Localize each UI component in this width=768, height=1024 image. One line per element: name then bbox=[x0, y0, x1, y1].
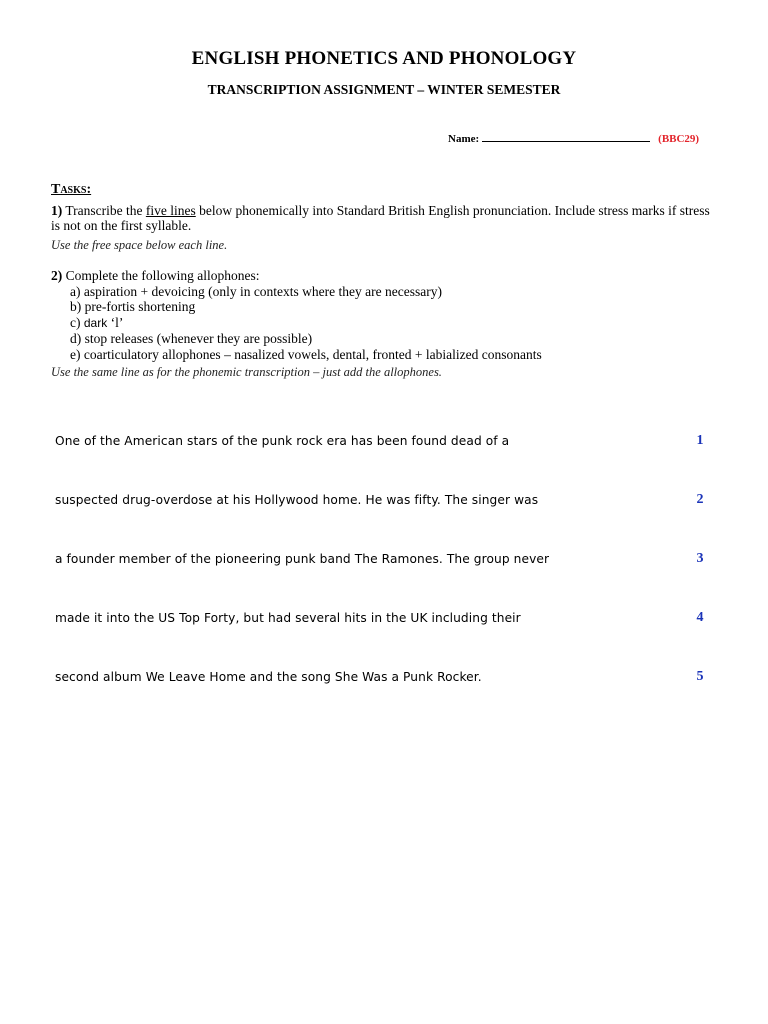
name-label: Name: bbox=[448, 133, 480, 145]
task-2-number: 2) bbox=[51, 268, 63, 283]
task-2-item-c bbox=[51, 315, 542, 332]
line-number-3: 3 bbox=[696, 551, 704, 566]
line-number-5: 5 bbox=[696, 669, 704, 684]
name-field-row bbox=[448, 131, 718, 145]
task-1-text-before: Transcribe the bbox=[62, 203, 146, 218]
line-number-1: 1 bbox=[696, 433, 704, 448]
task-2-item-c-prefix: c) bbox=[70, 314, 84, 330]
page-title: ENGLISH PHONETICS AND PHONOLOGY bbox=[191, 48, 577, 69]
task-1-text-after: below phonemically into Standard British English pronunciation. Include stress marks if stress is not on the first syllable. bbox=[51, 203, 710, 233]
page-subtitle: TRANSCRIPTION ASSIGNMENT – WINTER SEMESTER bbox=[207, 82, 561, 97]
task-2-item-e: e) coarticulatory allophones – nasalized vowels, dental, fronted + labialized consonants bbox=[70, 346, 542, 362]
task-1 bbox=[51, 203, 719, 233]
task-2-item-d: d) stop releases (whenever they are possible) bbox=[70, 331, 313, 346]
task-2 bbox=[51, 268, 542, 362]
transcription-line-5: second album We Leave Home and the song She Was a Punk Rocker. bbox=[55, 670, 482, 684]
transcription-line-3: a founder member of the pioneering punk band The Ramones. The group never bbox=[55, 552, 550, 566]
transcription-line-2: suspected drug-overdose at his Hollywood home. He was fifty. The singer was bbox=[55, 493, 539, 507]
task-2-note: Use the same line as for the phonemic transcription – just add the allophones. bbox=[51, 365, 442, 379]
task-2-item-c-quote: ‘l’ bbox=[107, 314, 124, 330]
task-1-number: 1) bbox=[51, 203, 63, 218]
assignment-code: (BBC29) bbox=[658, 133, 700, 145]
task-2-text: Complete the following allophones: bbox=[62, 268, 260, 283]
task-2-item-c-dark: dark bbox=[83, 315, 108, 330]
line-number-2: 2 bbox=[696, 492, 704, 507]
transcription-line-4: made it into the US Top Forty, but had several hits in the UK including their bbox=[55, 611, 521, 625]
task-2-item-b: b) pre-fortis shortening bbox=[70, 299, 196, 314]
task-1-note: Use the free space below each line. bbox=[51, 238, 228, 252]
tasks-heading: Tasks: bbox=[51, 182, 92, 197]
transcription-line-1: One of the American stars of the punk rock era has been found dead of a bbox=[55, 434, 510, 448]
line-number-4: 4 bbox=[696, 610, 704, 625]
name-blank-line[interactable] bbox=[482, 131, 650, 142]
task-1-underlined: five lines bbox=[145, 203, 196, 218]
task-2-item-a: a) aspiration + devoicing (only in contexts where they are necessary) bbox=[70, 283, 442, 299]
